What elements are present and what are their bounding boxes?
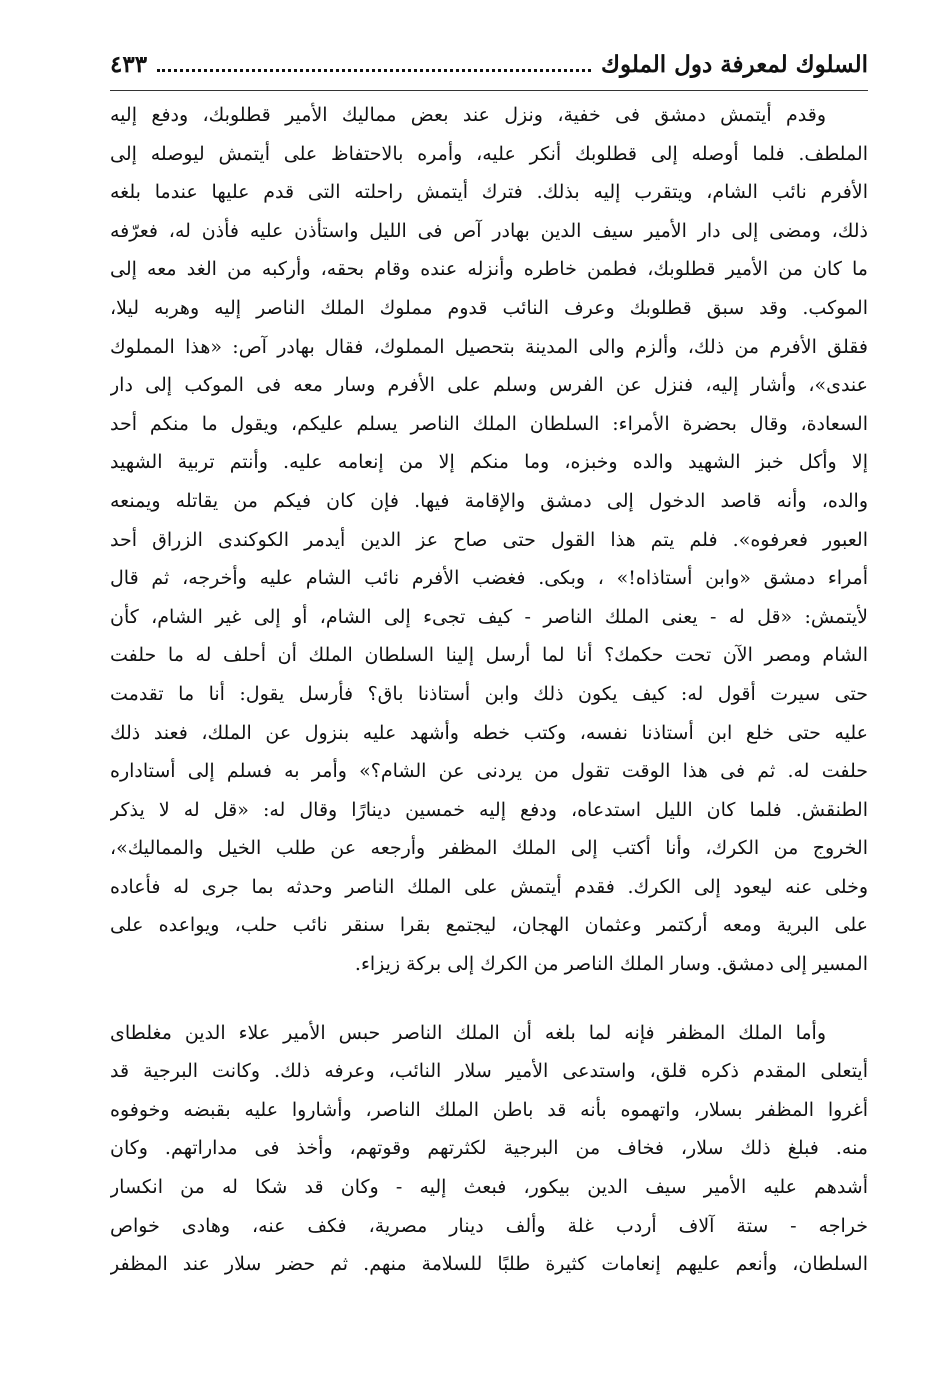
header-rule: [110, 90, 868, 91]
text-line: أيتعلى المقدم ذكره قلق، واستدعى الأمير سلار النائب، وعرفه ذلك. وكانت البرجية قد: [110, 1060, 868, 1083]
text-line: وقدم أيتمش دمشق فى خفية، ونزل عند بعض مماليك الأمير قطلوبك، ودفع إليه: [110, 104, 826, 126]
text-line: لأيتمش: «قل له - يعنى الملك الناصر - كيف تجىء إلى الشام، أو إلى غير الشام، كأن: [110, 605, 868, 628]
text-line: الخروج من الكرك، وأنا أكتب إلى الملك المظفر وأرجعه عن طلب الخيل والمماليك»،: [110, 837, 868, 860]
text-line: خراجه - ستة آلاف أردب غلة وألف دينار مصرية، فكف عنه، وهادى خواص: [110, 1214, 868, 1237]
body-text: [110, 96, 868, 1284]
text-line: ذلك، ومضى إلى دار الأمير سيف الدين بهادر آص فى الليل واستأذن عليه فأذن له، فعرّفه: [110, 219, 868, 242]
running-header: [110, 42, 868, 86]
text-line: ما كان من الأمير قطلوبك، فطمن خاطره وأنزله عنده وقام بحقه، وأركبه من الغد معه إلى: [110, 258, 868, 281]
text-line: وأما الملك المظفر فإنه لما بلغه أن الملك الناصر حبس الأمير علاء الدين مغلطاى: [110, 1021, 826, 1044]
text-line: الشام ومصر الآن تحت حكمك؟ أنا لما أرسل إلينا السلطان الملك أن أحلف له ما حلفت: [110, 644, 868, 667]
text-line: العبور فعرفوه». فلم يتم هذا القول حتى صاح عز الدين أيدمر الكوكندى الزراق أحد: [110, 528, 868, 551]
text-line: عليه حتى خلع ابن أستاذنا نفسه، وكتب خطه وأشهد عليه بنزول عن الملك، فعند ذلك: [110, 721, 868, 744]
text-line: منه. فبلغ ذلك سلار، فخاف من البرجية لكثرتهم وقوتهم، وأخذ فى مداراتهم. وكان: [110, 1137, 868, 1160]
paragraph-gap: [110, 984, 868, 1014]
text-line: على البرية ومعه أركتمر وعثمان الهجان، ليجتمع بقرا سنقر نائب حلب، ويواعده على: [110, 914, 868, 937]
text-line: أغروا المظفر بسلار، واتهموه بأنه قد باطن الملك الناصر، وأشاروا عليه بقبضه وخوفوه: [110, 1098, 868, 1121]
text-line: والده، وأنه قاصد الدخول إلى دمشق والإقامة فيها. فإن كان فيكم من يقاتله ويمنعه: [110, 489, 868, 512]
text-line: فقلق الأفرم من ذلك، وألزم والى المدينة بتحصيل المملوك، فقال بهادر آص: «هذا المملوك: [110, 335, 868, 358]
paragraph: [110, 1014, 868, 1284]
text-line: الموكب. وقد سبق قطلوبك وعرف النائب قدوم مملوك الملك الناصر إليه وهربه ليلا،: [110, 296, 868, 319]
leader-dots: [157, 57, 591, 72]
text-line: أمراء دمشق «وابن أستاذاه!» ، وبكى. فغضب الأفرم نائب الشام عليه وأخرجه، ثم قال: [110, 567, 868, 590]
page-number: ٤٣٣: [110, 50, 148, 78]
text-line: حتى سيرت أقول له: كيف يكون ذلك وابن أستاذنا باق؟ فأرسل يقول: أنا ما تقدمت: [110, 682, 868, 705]
text-line: حلفت له. ثم فى هذا الوقت تقول من يردنى عن الشام؟» وأمر به فسلم إلى أستاداره: [110, 760, 868, 783]
text-line: إلا وأكل خبز الشهيد والده وخبزه، وما منكم إلا من إنعامه عليه. وأنتم تربية الشهيد: [110, 451, 868, 474]
text-line: الطنقش. فلما كان الليل استدعاه، ودفع إليه خمسين دينارًا وقال له: «قل له لا يذكر: [110, 798, 868, 821]
text-line: وخلى عنه ليعود إلى الكرك. فقدم أيتمش على الملك الناصر وحدثه بما جرى له فأعاده: [110, 875, 868, 898]
text-line: السلطان، وأنعم عليهم إنعامات كثيرة طلبًا للسلامة منهم. ثم حضر سلار عند المظفر: [110, 1253, 868, 1276]
text-line: السعادة، وقال بحضرة الأمراء: السلطان الملك الناصر يسلم عليكم، ويقول ما منكم أحد: [110, 412, 868, 435]
text-line: أشدهم عليه الأمير سيف الدين بيكور، فبعث إليه - وكان قد شكا له من انكسار: [110, 1176, 868, 1199]
text-line: الملطف. فلما أوصله إلى قطلوبك أنكر عليه، وأمره بالاحتفاظ على أيتمش ليوصله إلى: [110, 142, 868, 165]
text-line: عندى»، وأشار إليه، فنزل عن الفرس وسلم على الأفرم وسار معه فى الموكب إلى دار: [110, 374, 868, 397]
running-title: السلوك لمعرفة دول الملوك: [600, 50, 868, 78]
text-line: المسير إلى دمشق. وسار الملك الناصر من الكرك إلى بركة زيزاء.: [354, 953, 868, 976]
paragraph: [110, 96, 868, 984]
text-line: الأفرم نائب الشام، ويتقرب إليه بذلك. فترك أيتمش راحلته التى قدم عليها عندما بلغه: [110, 181, 868, 204]
